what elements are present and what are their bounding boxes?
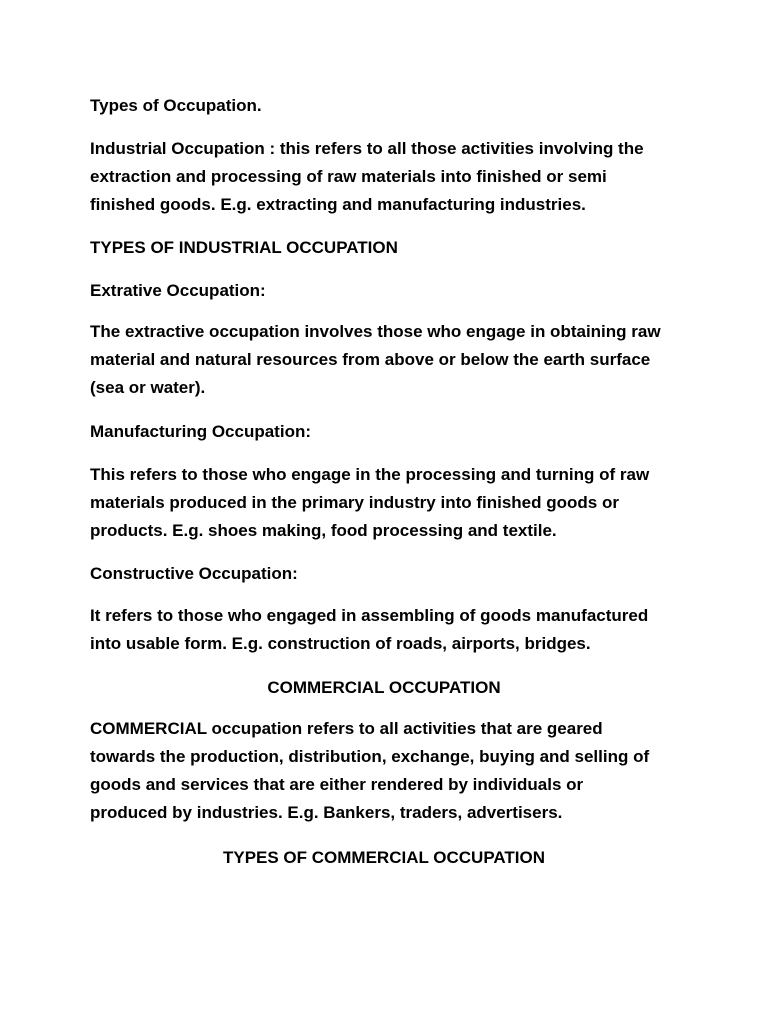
paragraph-line: This refers to those who engage in the processing and turning of raw	[90, 465, 650, 484]
paragraph-line: It refers to those who engaged in assembling of goods manufactured	[90, 606, 649, 625]
heading-line: COMMERCIAL OCCUPATION	[267, 678, 501, 697]
paragraph-line: The extractive occupation involves those who engage in obtaining raw	[90, 322, 661, 341]
paragraph-line: towards the production, distribution, exchange, buying and selling of	[90, 747, 650, 766]
commercial-types-heading	[90, 844, 678, 872]
paragraph-line: (sea or water).	[90, 378, 206, 397]
heading-line: Constructive Occupation:	[90, 564, 298, 583]
paragraph-line: into usable form. E.g. construction of roads, airports, bridges.	[90, 634, 591, 653]
paragraph-line: finished goods. E.g. extracting and manufacturing industries.	[90, 195, 586, 214]
paragraph-line: COMMERCIAL occupation refers to all activities that are geared	[90, 719, 603, 738]
paragraph-line: materials produced in the primary industry into finished goods or	[90, 493, 619, 512]
constructive-paragraph	[90, 602, 680, 658]
paragraph-line: products. E.g. shoes making, food processing and textile.	[90, 521, 557, 540]
constructive-heading	[90, 560, 680, 588]
industrial-definition-paragraph	[90, 135, 680, 219]
heading-line: TYPES OF INDUSTRIAL OCCUPATION	[90, 238, 398, 257]
paragraph-line: material and natural resources from above or below the earth surface	[90, 350, 651, 369]
title-line: Types of Occupation.	[90, 96, 262, 115]
manufacturing-heading	[90, 418, 680, 446]
commercial-paragraph	[90, 715, 680, 827]
paragraph-line: produced by industries. E.g. Bankers, traders, advertisers.	[90, 803, 563, 822]
heading-line: Manufacturing Occupation:	[90, 422, 311, 441]
heading-line: TYPES OF COMMERCIAL OCCUPATION	[222, 848, 546, 867]
heading-line: Extrative Occupation:	[90, 281, 266, 300]
commercial-heading	[90, 674, 678, 702]
extractive-heading	[90, 277, 680, 305]
document-title	[90, 92, 680, 120]
extractive-paragraph	[90, 318, 680, 402]
paragraph-line: extraction and processing of raw materials into finished or semi	[90, 167, 607, 186]
manufacturing-paragraph	[90, 461, 680, 545]
industrial-types-heading	[90, 234, 680, 262]
paragraph-line: Industrial Occupation : this refers to all those activities involving the	[90, 139, 644, 158]
paragraph-line: goods and services that are either rendered by individuals or	[90, 775, 584, 794]
